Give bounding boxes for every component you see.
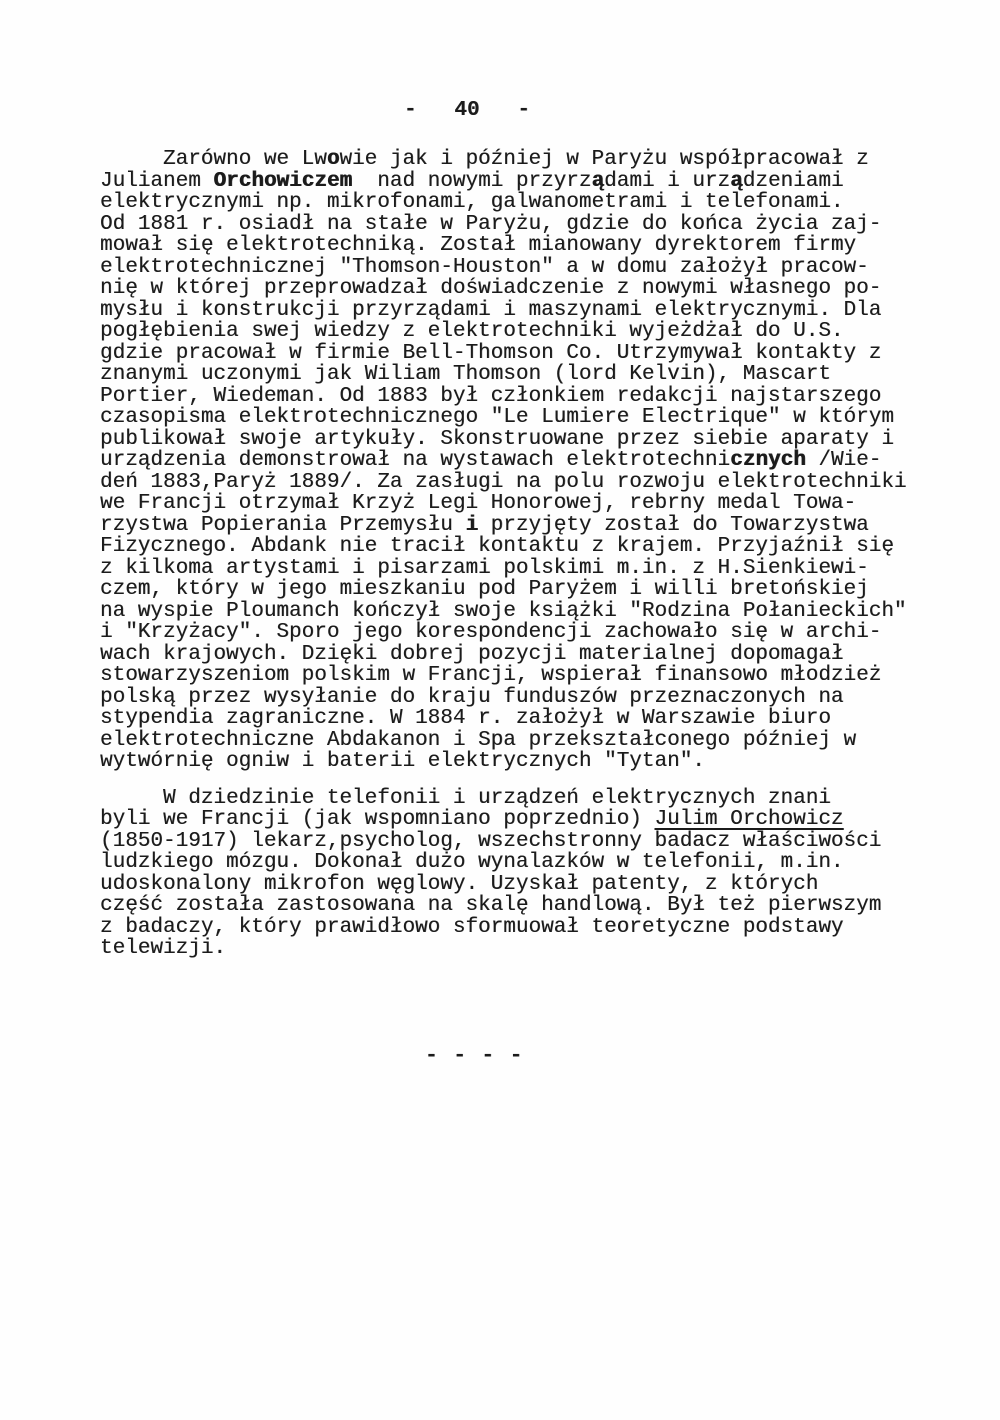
text-segment: wytwórnię ogniw i baterii elektrycznych "Tytan". — [100, 750, 705, 773]
text-line — [100, 257, 920, 279]
overstruck-text: ą — [730, 169, 743, 193]
text-segment: (1850-1917) lekarz,psycholog, wszechstronny badacz właściwości — [100, 829, 882, 853]
text-segment: mował się elektrotechniką. Został mianowany dyrektorem firmy — [100, 234, 857, 257]
overstruck-text: o — [326, 148, 340, 171]
text-line — [100, 558, 920, 580]
underlined-text: Julim Orchowicz — [654, 808, 844, 831]
text-line — [100, 278, 920, 300]
text-segment: stowarzyszeniom polskim w Francji, wspierał finansowo młodzież — [100, 664, 882, 687]
text-line — [100, 235, 920, 257]
text-line — [100, 149, 920, 171]
text-line — [100, 601, 920, 623]
text-segment: urządzenia demonstrował na wystawach elektrotechni — [100, 449, 731, 472]
text-line — [100, 708, 920, 730]
text-segment: Zarówno we Lw — [163, 148, 327, 171]
text-segment: z kilkoma artystami i pisarzami polskimi m.in. z H.Sienkiewi- — [100, 556, 869, 580]
overstruck-text: i — [465, 513, 479, 537]
text-segment: dzeniami — [742, 169, 844, 193]
text-line — [100, 644, 920, 666]
document-body — [100, 149, 920, 960]
text-line — [100, 300, 920, 322]
text-segment: z badaczy, który prawidłowo sformuował teoretyczne podstawy — [100, 915, 844, 939]
text-segment: znanymi uczonymi jak Wiliam Thomson (lord Kelvin), Mascart — [100, 363, 831, 386]
text-segment: wie jak i później w Paryżu współpracował z — [339, 148, 869, 171]
text-line — [100, 917, 920, 939]
text-segment: W dziedzinie telefonii i urządzeń elektrycznych znani — [163, 786, 831, 810]
text-line — [100, 493, 920, 515]
text-line — [100, 536, 920, 558]
text-segment: publikował swoje artykuły. Skonstruowane przez siebie aparaty i — [100, 427, 894, 451]
text-line — [100, 687, 920, 709]
text-line — [100, 214, 920, 236]
text-segment: część została zastosowana na skalę handlową. Był też pierwszym — [100, 894, 882, 917]
text-segment: dami i urz — [604, 169, 731, 193]
text-segment: byli we Francji (jak wspomniano poprzednio) — [100, 808, 655, 831]
end-separator: - - - - — [425, 1045, 524, 1068]
text-segment: rzystwa Popierania Przemysłu — [100, 513, 466, 537]
text-segment: Julianem — [100, 169, 214, 193]
text-line — [100, 622, 920, 644]
text-line — [100, 751, 920, 773]
text-segment: elektrotechnicznej "Thomson-Houston" a w domu założył pracow- — [100, 255, 869, 279]
text-segment: i "Krzyżacy". Sporo jego korespondencji zachowało się w archi- — [100, 621, 882, 644]
text-segment: Fizycznego. Abdank nie tracił kontaktu z krajem. Przyjaźnił się — [100, 535, 894, 558]
text-segment: /Wie- — [805, 449, 882, 472]
text-segment: stypendia zagraniczne. W 1884 r. założył w Warszawie biuro — [100, 707, 831, 730]
text-segment: nad nowymi przyrz — [352, 169, 592, 193]
text-line — [100, 874, 920, 896]
paragraph — [100, 149, 920, 773]
text-line — [100, 407, 920, 429]
text-line — [100, 730, 920, 752]
text-segment: czasopisma elektrotechnicznego "Le Lumiere Electrique" w którym — [100, 406, 894, 429]
text-segment: Portier, Wiedeman. Od 1883 był członkiem redakcji najstarszego — [100, 384, 882, 408]
text-line — [100, 579, 920, 601]
overstruck-text: cznych — [730, 449, 806, 472]
text-line — [100, 852, 920, 874]
text-segment: na wyspie Ploumanch kończył swoje książki "Rodzina Połanieckich" — [100, 599, 907, 623]
text-segment: elektrotechniczne Abdakanon i Spa przekształconego później w — [100, 728, 857, 752]
text-line — [100, 788, 920, 810]
text-segment: telewizji. — [100, 937, 227, 960]
paragraph — [100, 788, 920, 960]
text-line — [100, 343, 920, 365]
text-line — [100, 171, 920, 193]
text-segment: udoskonalony mikrofon węglowy. Uzyskał patenty, z których — [100, 872, 819, 896]
text-line — [100, 192, 920, 214]
text-segment: mysłu i konstrukcji przyrządami i maszynami elektrycznymi. Dla — [100, 298, 882, 322]
text-segment: polską przez wysyłanie do kraju funduszów przeznaczonych na — [100, 685, 844, 709]
text-line — [100, 831, 920, 853]
overstruck-text: ą — [591, 169, 605, 193]
text-line — [100, 429, 920, 451]
text-segment: elektrycznymi np. mikrofonami, galwanometrami i telefonami. — [100, 191, 844, 214]
text-segment: czem, który w jego mieszkaniu pod Paryżem i willi bretońskiej — [100, 578, 869, 601]
text-segment: deń 1883,Paryż 1889/. Za zasługi na polu rozwoju elektrotechniki — [100, 470, 907, 494]
text-line — [100, 386, 920, 408]
text-line — [100, 450, 920, 472]
text-segment: przyjęty został do Towarzystwa — [478, 513, 869, 537]
text-segment: wach krajowych. Dzięki dobrej pozycji materialnej dopomagał — [100, 642, 844, 666]
text-line — [100, 665, 920, 687]
text-line — [100, 321, 920, 343]
text-line — [100, 895, 920, 917]
text-line — [100, 472, 920, 494]
overstruck-text: Orchowiczem — [213, 169, 353, 193]
text-segment: pogłębienia swej wiedzy z elektrotechniki wyjeżdżał do U.S. — [100, 320, 844, 343]
text-line — [100, 938, 920, 960]
text-segment: we Francji otrzymał Krzyż Legi Honorowej, rebrny medal Towa- — [100, 492, 857, 515]
text-segment: Od 1881 r. osiadł na stałe w Paryżu, gdzie do końca życia zaj- — [100, 212, 882, 236]
page-number: - 40 - — [404, 99, 531, 122]
text-segment: gdzie pracował w firmie Bell-Thomson Co. Utrzymywał kontakty z — [100, 341, 882, 365]
text-line — [100, 364, 920, 386]
text-segment: nię w której przeprowadzał doświadczenie z nowymi własnego po- — [100, 277, 882, 300]
text-line — [100, 515, 920, 537]
text-segment: ludzkiego mózgu. Dokonał dużo wynalazków w telefonii, m.in. — [100, 851, 844, 874]
text-line — [100, 809, 920, 831]
